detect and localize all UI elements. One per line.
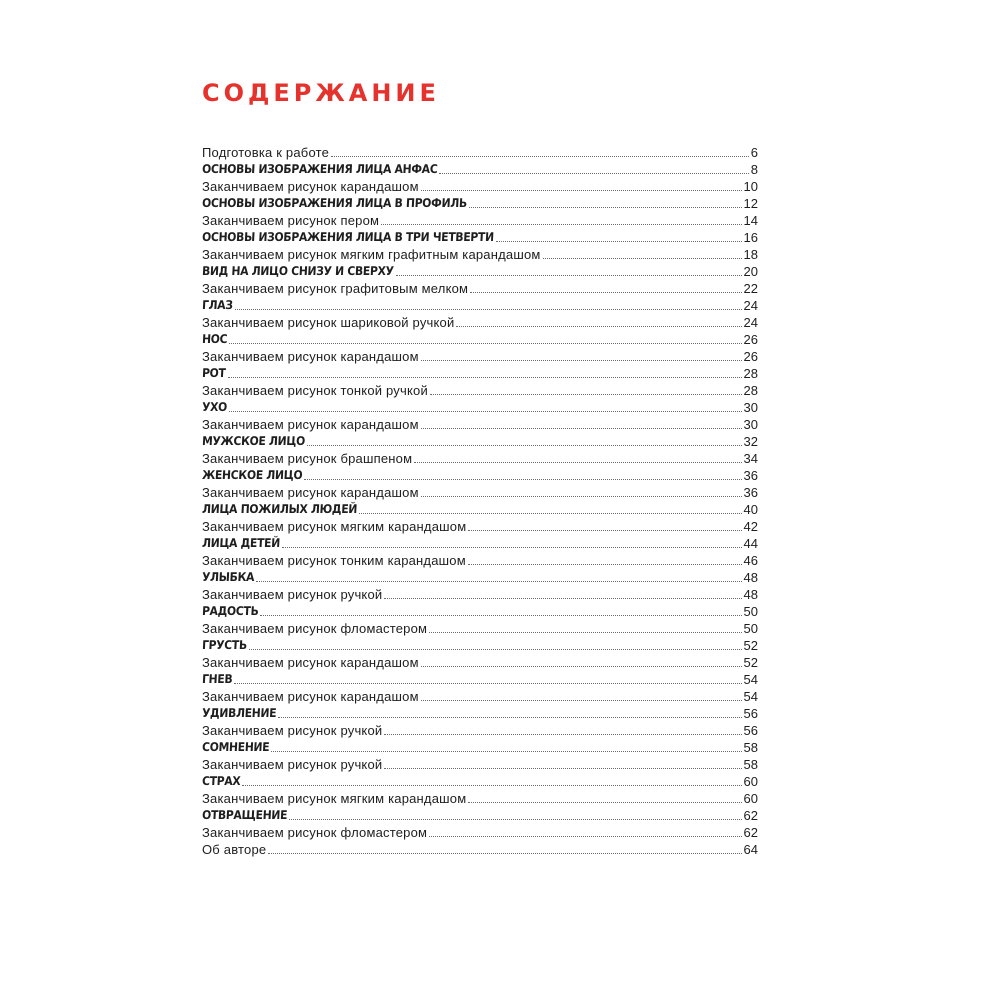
dot-leader <box>256 581 741 582</box>
toc-entry-title: Заканчиваем рисунок тонким карандашом <box>202 553 466 568</box>
toc-entry-title: ГЛАЗ <box>201 298 234 312</box>
toc-page-number: 26 <box>743 332 758 347</box>
toc-page-number: 36 <box>743 485 758 500</box>
dot-leader <box>429 836 741 837</box>
dot-leader <box>469 207 742 208</box>
dot-leader <box>421 666 742 667</box>
toc-entry-title: Заканчиваем рисунок карандашом <box>202 689 419 704</box>
dot-leader <box>304 479 741 480</box>
toc-page-number: 52 <box>743 655 758 670</box>
dot-leader <box>228 377 742 378</box>
dot-leader <box>543 258 742 259</box>
toc-page-number: 54 <box>743 689 758 704</box>
toc-section-row[interactable] <box>202 636 758 653</box>
dot-leader <box>268 853 741 854</box>
dot-leader <box>421 428 742 429</box>
dot-leader <box>359 513 741 514</box>
toc-list <box>202 143 758 857</box>
toc-entry-title: Заканчиваем рисунок тонкой ручкой <box>202 383 428 398</box>
toc-page-number: 46 <box>743 553 758 568</box>
toc-entry-title: Заканчиваем рисунок ручкой <box>202 757 383 772</box>
dot-leader <box>414 462 741 463</box>
dot-leader <box>430 394 742 395</box>
dot-leader <box>470 292 741 293</box>
toc-entry-row[interactable] <box>202 279 758 296</box>
toc-page-number: 28 <box>743 383 758 398</box>
toc-entry-title: ГРУСТЬ <box>201 638 248 652</box>
toc-page-number: 28 <box>743 366 758 381</box>
toc-entry-title: Заканчиваем рисунок мягким карандашом <box>202 791 467 806</box>
toc-entry-title: ЛИЦА ДЕТЕЙ <box>201 536 281 550</box>
toc-entry-title: Заканчиваем рисунок карандашом <box>202 655 419 670</box>
toc-page-number: 56 <box>743 706 758 721</box>
toc-page-number: 56 <box>743 723 758 738</box>
toc-entry-row[interactable] <box>202 721 758 738</box>
toc-page-number: 60 <box>743 791 758 806</box>
toc-entry-title: ЖЕНСКОЕ ЛИЦО <box>201 468 303 482</box>
toc-section-row[interactable] <box>202 704 758 721</box>
toc-page-number: 16 <box>743 230 758 245</box>
toc-entry-title: ЛИЦА ПОЖИЛЫХ ЛЮДЕЙ <box>201 502 358 516</box>
toc-section-row[interactable] <box>202 296 758 313</box>
toc-section-row[interactable] <box>202 772 758 789</box>
toc-page-number: 52 <box>743 638 758 653</box>
toc-entry-title: Заканчиваем рисунок мягким графитным карандашом <box>202 247 541 262</box>
page-title: СОДЕРЖАНИЕ <box>202 79 440 107</box>
toc-entry-title: Об авторе <box>202 842 267 857</box>
toc-page-number: 14 <box>743 213 758 228</box>
toc-entry-row[interactable] <box>202 313 758 330</box>
toc-page-number: 34 <box>743 451 758 466</box>
toc-page-number: 10 <box>743 179 758 194</box>
toc-page-number: 58 <box>743 757 758 772</box>
toc-entry-title: Заканчиваем рисунок карандашом <box>202 485 419 500</box>
toc-entry-row[interactable] <box>202 211 758 228</box>
toc-page-number: 48 <box>743 570 758 585</box>
toc-entry-row[interactable] <box>202 789 758 806</box>
toc-entry-title: Заканчиваем рисунок ручкой <box>202 723 383 738</box>
toc-section-row[interactable] <box>202 228 758 245</box>
dot-leader <box>396 275 742 276</box>
toc-page-number: 24 <box>743 298 758 313</box>
toc-entry-row[interactable] <box>202 415 758 432</box>
dot-leader <box>234 683 741 684</box>
toc-entry-row[interactable] <box>202 449 758 466</box>
toc-section-row[interactable] <box>202 602 758 619</box>
dot-leader <box>307 445 742 446</box>
toc-page-number: 18 <box>743 247 758 262</box>
toc-entry-row[interactable] <box>202 177 758 194</box>
toc-page-number: 62 <box>743 825 758 840</box>
toc-section-row[interactable] <box>202 806 758 823</box>
dot-leader <box>456 326 741 327</box>
toc-page-number: 48 <box>743 587 758 602</box>
toc-entry-title: ОТВРАЩЕНИЕ <box>201 808 288 822</box>
toc-entry-row[interactable] <box>202 653 758 670</box>
toc-entry-title: РОТ <box>201 366 226 380</box>
toc-section-row[interactable] <box>202 670 758 687</box>
toc-entry-row[interactable] <box>202 245 758 262</box>
dot-leader <box>249 649 742 650</box>
toc-page-number: 64 <box>743 842 758 857</box>
toc-entry-title: Заканчиваем рисунок карандашом <box>202 417 419 432</box>
toc-entry-title: Заканчиваем рисунок фломастером <box>202 825 428 840</box>
toc-entry-row[interactable] <box>202 585 758 602</box>
toc-entry-row[interactable] <box>202 143 758 160</box>
toc-page-number: 12 <box>743 196 758 211</box>
toc-section-row[interactable] <box>202 364 758 381</box>
dot-leader <box>381 224 741 225</box>
dot-leader <box>421 700 742 701</box>
toc-entry-title: МУЖСКОЕ ЛИЦО <box>201 434 306 448</box>
toc-page-number: 20 <box>743 264 758 279</box>
toc-page-number: 36 <box>743 468 758 483</box>
toc-page-number: 42 <box>743 519 758 534</box>
toc-page-number: 22 <box>743 281 758 296</box>
toc-section-row[interactable] <box>202 398 758 415</box>
dot-leader <box>468 564 742 565</box>
toc-entry-title: СТРАХ <box>201 774 241 788</box>
toc-page-number: 30 <box>743 400 758 415</box>
toc-entry-title: Заканчиваем рисунок шариковой ручкой <box>202 315 455 330</box>
dot-leader <box>384 734 741 735</box>
toc-entry-row[interactable] <box>202 381 758 398</box>
dot-leader <box>289 819 741 820</box>
dot-leader <box>235 309 742 310</box>
toc-entry-title: НОС <box>201 332 228 346</box>
toc-section-row[interactable] <box>202 262 758 279</box>
toc-entry-title: Заканчиваем рисунок карандашом <box>202 349 419 364</box>
toc-section-row[interactable] <box>202 330 758 347</box>
toc-entry-row[interactable] <box>202 347 758 364</box>
toc-entry-row[interactable] <box>202 687 758 704</box>
dot-leader <box>468 802 741 803</box>
toc-page-number: 8 <box>750 162 758 177</box>
dot-leader <box>278 717 741 718</box>
toc-entry-title: Заканчиваем рисунок пером <box>202 213 380 228</box>
dot-leader <box>429 632 741 633</box>
toc-page-number: 54 <box>743 672 758 687</box>
toc-entry-row[interactable] <box>202 755 758 772</box>
toc-section-row[interactable] <box>202 500 758 517</box>
toc-section-row[interactable] <box>202 738 758 755</box>
dot-leader <box>384 598 741 599</box>
toc-entry-row[interactable] <box>202 619 758 636</box>
toc-page-number: 50 <box>743 621 758 636</box>
dot-leader <box>421 496 742 497</box>
dot-leader <box>271 751 741 752</box>
toc-entry-title: Заканчиваем рисунок брашпеном <box>202 451 413 466</box>
toc-entry-title: Подготовка к работе <box>202 145 330 160</box>
dot-leader <box>229 343 741 344</box>
dot-leader <box>242 785 741 786</box>
toc-entry-title: СОМНЕНИЕ <box>201 740 270 754</box>
toc-entry-title: Заканчиваем рисунок графитовым мелком <box>202 281 469 296</box>
toc-page-number: 50 <box>743 604 758 619</box>
toc-entry-row[interactable] <box>202 551 758 568</box>
dot-leader <box>331 156 749 157</box>
toc-entry-row[interactable] <box>202 823 758 840</box>
toc-entry-title: ОСНОВЫ ИЗОБРАЖЕНИЯ ЛИЦА АНФАС <box>201 162 438 176</box>
dot-leader <box>229 411 742 412</box>
toc-page-number: 24 <box>743 315 758 330</box>
toc-entry-title: УЛЫБКА <box>201 570 255 584</box>
toc-entry-title: ГНЕВ <box>201 672 233 686</box>
toc-page-number: 40 <box>743 502 758 517</box>
toc-page-number: 26 <box>743 349 758 364</box>
toc-entry-title: РАДОСТЬ <box>201 604 259 618</box>
toc-page-number: 30 <box>743 417 758 432</box>
dot-leader <box>439 173 748 174</box>
toc-entry-title: ОСНОВЫ ИЗОБРАЖЕНИЯ ЛИЦА В ТРИ ЧЕТВЕРТИ <box>201 230 495 244</box>
toc-section-row[interactable] <box>202 194 758 211</box>
toc-entry-row[interactable] <box>202 840 758 857</box>
toc-section-row[interactable] <box>202 432 758 449</box>
dot-leader <box>421 360 742 361</box>
toc-page-number: 32 <box>743 434 758 449</box>
dot-leader <box>496 241 742 242</box>
toc-page-number: 6 <box>750 145 758 160</box>
toc-entry-title: УХО <box>201 400 228 414</box>
toc-entry-title: ОСНОВЫ ИЗОБРАЖЕНИЯ ЛИЦА В ПРОФИЛЬ <box>201 196 468 210</box>
toc-entry-row[interactable] <box>202 483 758 500</box>
toc-page-number: 58 <box>743 740 758 755</box>
toc-entry-title: УДИВЛЕНИЕ <box>201 706 277 720</box>
dot-leader <box>260 615 741 616</box>
toc-entry-title: ВИД НА ЛИЦО СНИЗУ И СВЕРХУ <box>201 264 394 278</box>
toc-page-number: 44 <box>743 536 758 551</box>
toc-entry-title: Заканчиваем рисунок карандашом <box>202 179 419 194</box>
dot-leader <box>468 530 741 531</box>
toc-section-row[interactable] <box>202 160 758 177</box>
toc-section-row[interactable] <box>202 568 758 585</box>
toc-entry-title: Заканчиваем рисунок фломастером <box>202 621 428 636</box>
dot-leader <box>384 768 741 769</box>
dot-leader <box>421 190 742 191</box>
toc-entry-title: Заканчиваем рисунок мягким карандашом <box>202 519 467 534</box>
toc-page-number: 62 <box>743 808 758 823</box>
toc-entry-row[interactable] <box>202 517 758 534</box>
toc-page-number: 60 <box>743 774 758 789</box>
toc-section-row[interactable] <box>202 534 758 551</box>
toc-entry-title: Заканчиваем рисунок ручкой <box>202 587 383 602</box>
dot-leader <box>282 547 742 548</box>
toc-section-row[interactable] <box>202 466 758 483</box>
